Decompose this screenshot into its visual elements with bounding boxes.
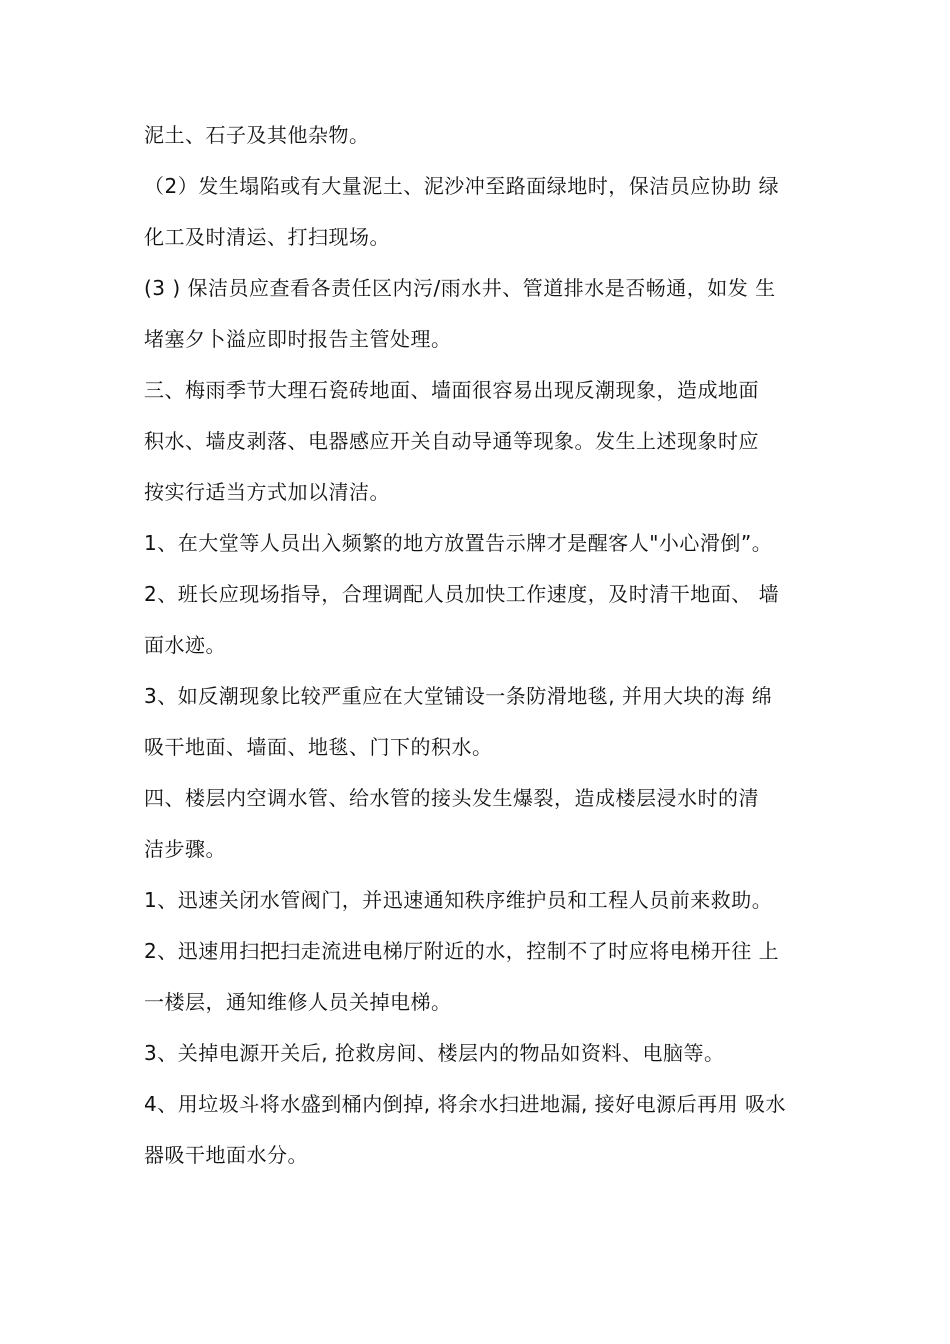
text-line: 泥土、石子及其他杂物。 — [144, 123, 370, 147]
text-line: 3、关掉电源开关后, 抢救房间、楼层内的物品如资料、电脑等。 — [144, 1041, 725, 1065]
text-line: 2、迅速用扫把扫走流进电梯厅附近的水，控制不了时应将电梯开往 上 — [144, 939, 780, 963]
document-body — [144, 110, 814, 1181]
text-line: 3、如反潮现象比较严重应在大堂铺设一条防滑地毯, 并用大块的海 绵 — [144, 684, 773, 708]
text-line: 1、在大堂等人员出入频繁的地方放置告示牌才是醒客人"小心滑倒”。 — [144, 531, 773, 555]
text-line: 四、楼层内空调水管、给水管的接头发生爆裂，造成楼层浸水时的清 — [144, 786, 759, 810]
text-line: 一楼层，通知维修人员关掉电梯。 — [144, 990, 452, 1014]
text-line: 按实行适当方式加以清洁。 — [144, 480, 390, 504]
text-line: 4、用垃圾斗将水盛到桶内倒掉, 将余水扫进地漏, 接好电源后再用 吸水 — [144, 1092, 787, 1116]
text-line: 2、班长应现场指导，合理调配人员加快工作速度，及时清干地面、 墙 — [144, 582, 780, 606]
text-line: 洁步骤。 — [144, 837, 226, 861]
text-line: 器吸干地面水分。 — [144, 1143, 308, 1167]
text-line: 化工及时清运、打扫现场。 — [144, 225, 390, 249]
text-line: 三、梅雨季节大理石瓷砖地面、墙面很容易出现反潮现象，造成地面 — [144, 378, 759, 402]
text-line: 面水迹。 — [144, 633, 226, 657]
text-line: 积水、墙皮剥落、电器感应开关自动导通等现象。发生上述现象时应 — [144, 429, 759, 453]
text-line: 堵塞夕卜溢应即时报告主管处理。 — [144, 327, 452, 351]
text-line: （2）发生塌陷或有大量泥土、泥沙冲至路面绿地时，保洁员应协助 绿 — [144, 174, 780, 198]
text-line: 吸干地面、墙面、地毯、门下的积水。 — [144, 735, 493, 759]
text-line: 1、迅速关闭水管阀门，并迅速通知秩序维护员和工程人员前来救助。 — [144, 888, 773, 912]
text-line: (3 ) 保洁员应查看各责任区内污/雨水井、管道排水是否畅通，如发 生 — [144, 276, 776, 300]
